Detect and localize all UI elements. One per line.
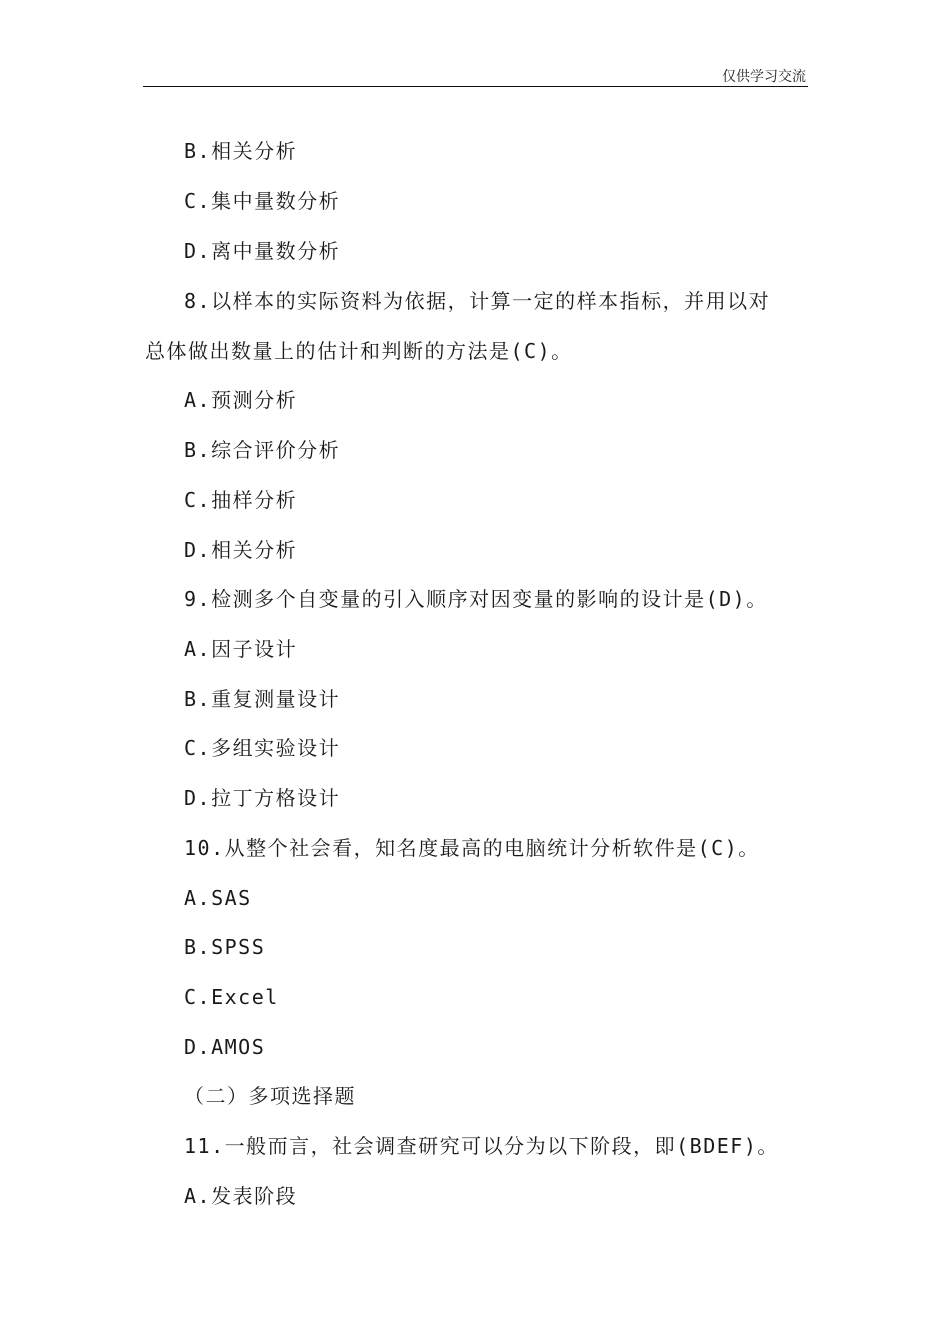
option-line: B.综合评价分析 bbox=[184, 438, 341, 462]
option-line: C.抽样分析 bbox=[184, 488, 298, 512]
question-continuation: 总体做出数量上的估计和判断的方法是(C)。 bbox=[145, 339, 573, 363]
option-line: D.AMOS bbox=[184, 1035, 266, 1059]
option-line: C.Excel bbox=[184, 985, 279, 1009]
option-line: D.拉丁方格设计 bbox=[184, 786, 341, 810]
option-line: D.离中量数分析 bbox=[184, 239, 341, 263]
option-line: A.因子设计 bbox=[184, 637, 298, 661]
question-line: 9.检测多个自变量的引入顺序对因变量的影响的设计是(D)。 bbox=[184, 587, 768, 611]
question-line: 10.从整个社会看，知名度最高的电脑统计分析软件是(C)。 bbox=[184, 836, 760, 860]
question-line: 11.一般而言，社会调查研究可以分为以下阶段，即(BDEF)。 bbox=[184, 1134, 779, 1158]
option-line: A.预测分析 bbox=[184, 388, 298, 412]
question-line: 8.以样本的实际资料为依据，计算一定的样本指标，并用以对 bbox=[184, 289, 771, 313]
option-line: B.相关分析 bbox=[184, 139, 298, 163]
option-line: D.相关分析 bbox=[184, 538, 298, 562]
option-line: B.重复测量设计 bbox=[184, 687, 341, 711]
option-line: B.SPSS bbox=[184, 935, 266, 959]
option-line: A.发表阶段 bbox=[184, 1184, 298, 1208]
option-line: C.多组实验设计 bbox=[184, 736, 341, 760]
header-rule bbox=[143, 86, 808, 87]
option-line: A.SAS bbox=[184, 886, 252, 910]
section-heading: （二）多项选择题 bbox=[184, 1084, 356, 1108]
header-caption: 仅供学习交流 bbox=[722, 69, 806, 85]
option-line: C.集中量数分析 bbox=[184, 189, 341, 213]
